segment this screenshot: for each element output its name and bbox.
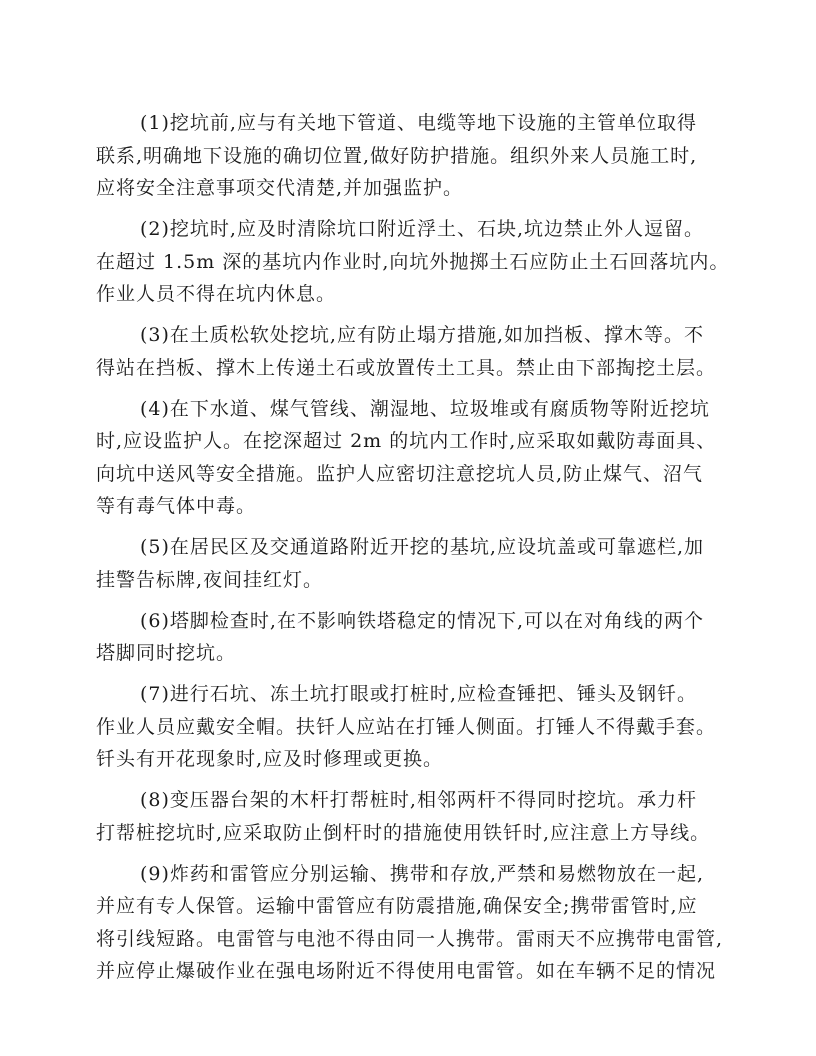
text-line: 时,应设监护人。在挖深超过 2m 的坑内工作时,应采取如戴防毒面具、: [96, 430, 717, 452]
text-line: 钎头有开花现象时,应及时修理或更换。: [96, 748, 444, 770]
paragraph: [96, 858, 724, 988]
text-line: (7)进行石坑、冻土坑打眼或打桩时,应检查锤把、锤头及钢钎。: [140, 683, 697, 705]
paragraph: [96, 107, 724, 205]
text-line: (5)在居民区及交通道路附近开挖的基坑,应设坑盖或可靠遮栏,加: [140, 536, 704, 558]
text-line: (8)变压器台架的木杆打帮桩时,相邻两杆不得同时挖坑。承力杆: [140, 789, 697, 811]
text-line: 得站在挡板、撑木上传递土石或放置传土工具。禁止由下部掏挖土层。: [96, 356, 717, 379]
text-line: 塔脚同时挖坑。: [96, 642, 237, 664]
text-line: 将引线短路。电雷管与电池不得由同一人携带。雷雨天不应携带电雷管,: [96, 927, 724, 950]
text-line: (3)在土质松软处挖坑,应有防止塌方措施,如加挡板、撑木等。不: [140, 324, 704, 346]
paragraph: [96, 213, 730, 311]
paragraph: [96, 605, 724, 670]
paragraph: [96, 393, 724, 523]
text-line: 在超过 1.5m 深的基坑内作业时,向坑外抛掷土石应防止土石回落坑内。: [96, 250, 730, 273]
text-line: 联系,明确地下设施的确切位置,做好防护措施。组织外来人员施工时,: [96, 144, 698, 167]
text-line: 打帮桩挖坑时,应采取防止倒杆时的措施使用铁钎时,应注意上方导线。: [96, 821, 711, 844]
text-line: 作业人员应戴安全帽。扶钎人应站在打锤人侧面。打锤人不得戴手套。: [96, 715, 717, 738]
text-line: (9)炸药和雷管应分别运输、携带和存放,严禁和易燃物放在一起,: [140, 862, 704, 885]
text-line: 应将安全注意事项交代清楚,并加强监护。: [96, 177, 464, 199]
paragraph: [96, 678, 724, 776]
text-line: (2)挖坑时,应及时清除坑口附近浮土、石块,坑边禁止外人逗留。: [140, 218, 704, 240]
paragraph: [96, 319, 724, 384]
paragraph: [96, 531, 724, 596]
text-line: 等有毒气体中毒。: [96, 495, 257, 517]
text-line: 作业人员不得在坑内休息。: [96, 283, 337, 305]
text-line: 并应停止爆破作业在强电场附近不得使用电雷管。如在车辆不足的情况: [96, 960, 717, 982]
text-line: (4)在下水道、煤气管线、潮湿地、垃圾堆或有腐质物等附近挖坑: [140, 397, 710, 420]
text-line: (1)挖坑前,应与有关地下管道、电缆等地下设施的主管单位取得: [140, 112, 697, 134]
text-line: 挂警告标牌,夜间挂红灯。: [96, 568, 324, 591]
paragraph: [96, 784, 724, 849]
text-line: 向坑中送风等安全措施。监护人应密切注意挖坑人员,防止煤气、沼气: [96, 462, 704, 485]
document-body: [96, 107, 730, 996]
text-line: (6)塔脚检查时,在不影响铁塔稳定的情况下,可以在对角线的两个: [140, 609, 704, 632]
text-line: 并应有专人保管。运输中雷管应有防震措施,确保安全;携带雷管时,应: [96, 895, 698, 917]
